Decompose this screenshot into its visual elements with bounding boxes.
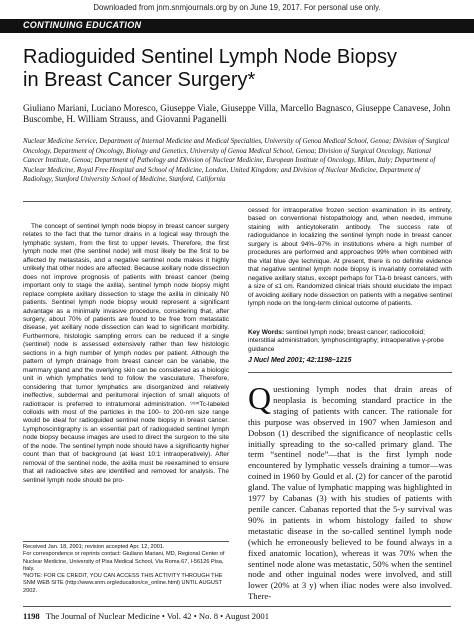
keywords: [248, 329, 452, 354]
abstract-divider: [248, 372, 452, 373]
running-footer: The Journal of Nuclear Medicine • Vol. 42 • No. 8 • August 2001: [45, 611, 269, 621]
article-title: [23, 46, 453, 92]
header-divider: [23, 201, 451, 202]
footnote-received: Received Jan. 18, 2001; revision accepted Apr. 12, 2001.: [23, 544, 165, 550]
footer-divider: [23, 606, 451, 607]
author-list: Giuliano Mariani, Luciano Moresco, Giuseppe Viale, Giuseppe Villa, Marcello Bagnasco, Giuseppe Canavese, John Buscombe, H. William Strauss, and Giovanni Paganelli: [23, 103, 451, 125]
title-line-1: Radioguided Sentinel Lymph Node Biopsy: [23, 46, 397, 68]
keywords-label: Key Words:: [248, 329, 284, 336]
journal-citation: J Nucl Med 2001; 42:1198–1215: [248, 357, 352, 364]
page-footer: [23, 611, 269, 621]
footnote-correspondence: For correspondence or reprints contact: Giuliano Mariani, MD, Regional Center of Nuclear Medicine, University of Pisa Medical School, Via Roma 67, I-56126 Pisa, Italy.: [23, 551, 225, 572]
affiliations: Nuclear Medicine Service, Department of Internal Medicine and Medical Specialties, University of Genoa Medical School, Genoa; Division of Surgical Oncology, Department of Oncology, Biology and Genetics, University of Genoa Medical School, Genoa; Division of Surgical Oncology, National Cancer Institute, Genoa; Department of Pathology and Division of Nuclear Medicine, European Institute of Oncology, Milan, Italy; Department of Nuclear Medicine, Royal Free Hospital and School of Medicine, London, United Kingdom; and Division of Nuclear Medicine, Department of Radiology, Stanford University School of Medicine, Stanford, California: [23, 137, 450, 184]
page-number: 1198: [23, 611, 40, 621]
abstract-text-left: The concept of sentinel lymph node biopsy in breast cancer surgery relates to the fact that the tumor drains in a logical way through the lymphatic system, from the first to upper levels. Therefore, the first lymph node met (the sentinel node) will most likely be the first to be affected by metastasis, and a negative sentinel node makes it highly unlikely that other nodes are affected. Because axillary node dissection does not improve prognosis of patients with breast cancer (being important only to stage the axilla), sentinel lymph node biopsy might replace complete axillary dissection to stage the axilla in clinically N0 patients. Sentinel lymph node biopsy would represent a significant advantage as a minimally invasive procedure, considering that, after surgery, about 70% of patients are found to be free from metastatic disease, yet axillary node dissection can lead to significant morbidity. Furthermore, histologic sampling errors can be reduced if a single (sentinel) node is assessed extensively rather than few histologic sections in a high number of lymph nodes per patient. Although the pattern of lymph drainage from breast cancer can be variable, the mammary gland and the overlying skin can be considered as a biologic unit in which lymphatics tend to follow the vasculature. Therefore, considering that tumor lymphatics are disorganized and relatively ineffective, subdermal and peritumoral injection of small aliquots of radiotracer is preferred to intratumoral administration. ⁹⁹ᵐTc-labeled colloids with most of the particles in the 100- to 200-nm size range would be ideal for radioguided sentinel node biopsy in breast cancer. Lymphoscintigraphy is an essential part of radioguided sentinel lymph node biopsy because images are used to direct the surgeon to the site of the node. The sentinel lymph node should have a significantly higher count than that of background (at least 10:1 intraoperatively). After removal of the sentinel node, the axilla must be reexamined to ensure that all radioactive sites are identified and removed for analysis. The sentinel lymph node should be pro-: [23, 223, 229, 484]
abstract-left-column: [23, 223, 229, 485]
section-banner-label: CONTINUING EDUCATION: [23, 20, 142, 30]
footnote-divider: [23, 541, 229, 542]
footnotes: [23, 544, 229, 595]
title-line-2: in Breast Cancer Surgery*: [23, 69, 256, 91]
footnote-ce-note: *NOTE: FOR CE CREDIT, YOU CAN ACCESS THIS ACTIVITY THROUGH THE SNM WEB SITE (http://www.snm.org/education/ce_online.html) UNTIL AUGUST 2002.: [23, 573, 223, 594]
keywords-text: sentinel lymph node; breast cancer; radiocolloid; interstitial administration; lymphoscintigraphy; intraoperative γ-probe guidance: [248, 329, 444, 353]
abstract-right-column: cessed for intraoperative frozen section examination in its entirety, based on conventional histopathology and, when needed, immune staining with anticytokeratin antibody. The success rate of radioguidance in localizing the sentinel lymph node in breast cancer surgery is about 94%–97% in institutions where a high number of procedures are performed and approaches 99% when combined with the vital blue dye technique. At present, there is no definite evidence that negative sentinel lymph node biopsy is invariably correlated with negative axillary status, except perhaps for T1a-b breast cancers, with a size of ≤1 cm. Randomized clinical trials should elucidate the impact of avoiding axillary node dissection on patients with a negative sentinel lymph node on the long-term clinical outcome of patients.: [248, 207, 452, 307]
download-notice: Downloaded from jnm.snmjournals.org by on June 19, 2017. For personal use only.: [93, 3, 381, 12]
body-text: [248, 380, 452, 602]
body-paragraph: uestioning lymph nodes that drain areas of neoplasia is becoming standard practice in the staging of patients with cancer. The rationale for this purpose was observed in 1907 when Jamieson and Dobson (1) described the significance of neoplastic cells initially spreading to the so-called primary gland. The term “sentinel node”—that is the first lymph node encountered by lymphatic vessels draining a tumor—was coined in 1960 by Gould et al. (2) for cancer of the parotid gland. The value of lymphatic mapping was highlighted in 1977 by Cabanas (3) with his studies of patients with penile cancer. Cabanas reported that the 5-y survival was 90% in patients in whom histology failed to show metastatic disease in the so-called sentinel lymph node (which he erroneously believed to be found always in a fixed anatomic location), whereas it was 70% when the sentinel node alone was metastatic, 50% when the sentinel node and other inguinal nodes were involved, and still lower (20% at 3 y) when iliac nodes were also involved. There-: [248, 384, 452, 602]
section-banner: [0, 19, 474, 33]
drop-cap: Q: [248, 380, 272, 416]
